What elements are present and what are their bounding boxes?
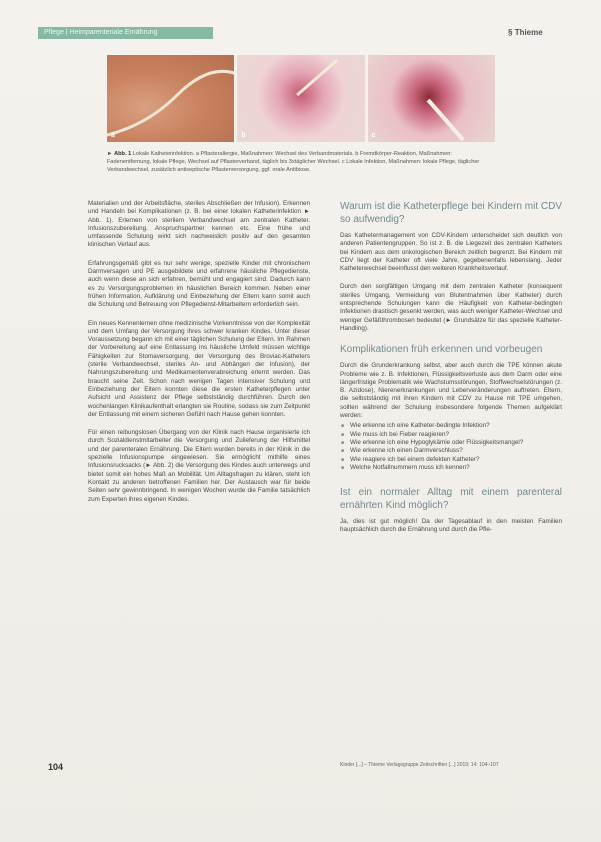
publisher-brand: [508, 28, 543, 37]
photo-c: [368, 55, 495, 142]
section-heading: Ist ein normaler Alltag mit einem parenteral ernährten Kind möglich?: [340, 487, 562, 512]
figure-photos: [107, 55, 495, 142]
caption-text: Lokale Katheterinfektion. a Pflasterallergie, Maßnahmen: Wechsel des Verbandmaterials. b Fremdkörper-Reaktion, Maßnahmen: Fadenentfernung, lokale Pflege, Wechsel auf Pflasterverband, täglich bis 3xtäglicher Wechsel. c Lokale Infektion, Maßnahmen: lokale Pflege, täglicher Verbandwechsel, zusätzlich antiseptische Pflasterversorgung, ggf. orale Antibiose.: [107, 151, 480, 173]
list-item: ■ Wie erkenne ich eine Katheter-bedingte Infektion?: [350, 422, 562, 430]
paragraph: Für einen reibungslosen Übergang von der Klinik nach Hause organisierte ich durch Sozialdienstmitarbeiter die Versorgung und Zulieferung der Hilfsmittel und der parenteralen Ernährung. Die Eltern wurden bereits in der Klinik in die spezielle Infusionspumpe eingewiesen. Sie ermöglicht mithilfe eines Infusionsrucksacks (► Abb. 2) die Versorgung des Kindes auch unterwegs und bietet somit ein hohes Maß an Mobilität. Um Alltagsfragen zu klären, steht ich Kontakt zu anderen betroffenen Familien her. Der Austausch war für beide Seiten sehr gewinnbringend. In wenigen Wochen wurde die Familie tatsächlich zum Experten ihres eigenen Kindes.: [88, 429, 310, 503]
photo-b: [237, 55, 364, 142]
section-heading: Komplikationen früh erkennen und vorbeugen: [340, 344, 543, 356]
photo-label: c: [371, 132, 376, 139]
photo-label: b: [241, 132, 246, 139]
list-item: ■ Wie erkenne ich einen Darmverschluss?: [350, 447, 562, 455]
list-item: ■ Wie reagiere ich bei einem defekten Katheter?: [350, 456, 562, 464]
section-header-band: Pflege | Heimparenteriale Ernährung: [38, 27, 213, 39]
thieme-logo-icon: §: [508, 28, 513, 37]
list-item: ■ Wie erkenne ich eine Hypoglykämie oder Flüssigkeitsmangel?: [350, 439, 562, 447]
paragraph: Ein neues Kennenlernen ohne medizinische Vorkenntnisse von der Komplexität und dem Umfang der Versorgung ihres schwer kranken Kindes. Unter dieser Voraussetzung begann ich mit einer täglichen Schulung der Eltern. Im Rahmen der Vorbereitung auf eine Entlassung ins häusliche Umfeld müssen wichtige Fähigkeiten zur Stomaversorgung, der Versorgung des Broviac-Katheters (sterile Verbandwechsel, steriles An- und Abhängen der Infusion), der Nahrungszubereitung und Medikamentenverabreichung erlernt werden. Das braucht seine Zeit. Schon nach wenigen Tagen intensiver Schulung und Einbeziehung der Eltern konnten diese die ersten Katheterpflegen unter Aufsicht und Assistenz der Pflege selbstständig durchführen. Durch den wochenlangen Klinikaufenthalt erlangten sie Routine, sodass sie zum Zeitpunkt der Entlassung mit einem sicheren Gefühl nach Hause gehen konnten.: [88, 319, 310, 418]
paragraph: Das Kathetermanagement von CDV-Kindern unterscheidet sich deutlich von anderen Patientengruppen. So ist z. B. die Liegezeit des zentralen Katheters bei Kindern aus dem onkologischen Bereich zeitlich begrenzt. Bei Kindern mit CDV liegt der Katheter oft viele Jahre, gegebenenfalls lebenslang. Jeder Katheterwechsel beeinflusst den weiteren Krankheitsverlauf.: [340, 232, 562, 273]
list-item: ■ Welche Notfallnummern muss ich kennen?: [350, 464, 562, 472]
list-item: ■ Wie muss ich bei Fieber reagieren?: [350, 431, 562, 439]
photo-label: a: [111, 132, 115, 139]
paragraph: Durch den sorgfältigen Umgang mit dem zentralen Katheter (konsequent steriles Umgang, Vermeidung von Blutentnahmen über Katheter) durch entsprechende Schulungen kann die Häufigkeit von Katheter-bedingten Infektionen drastisch gesenkt werden, was auch weniger Katheter-Wechsel und weniger Gefäßthrombosen bedeutet (► Grundsätze für das spezielle Katheter-Handling).: [340, 283, 562, 332]
paragraph: Materialien und der Arbeitsfläche, steriles Abschließen der Infusion). Erkennen und Handeln bei Komplikationen (z. B. bei einer lokalen Katheterinfektion ► Abb. 1). Erlernen von sterilem Verbandwechsel am zentralen Katheter. Infusionszubereitung. Anspruchspartner kennen etc. Eine frühe und umfassende Schulung wirkt sich nachweislich positiv auf den gesamten klinischen Verlauf aus.: [88, 200, 310, 249]
publisher-name: Thieme: [514, 28, 543, 37]
caption-label: Abb. 1: [114, 151, 132, 157]
paragraph: Ja, dies ist gut möglich! Da der Tagesablauf in den meisten Familien hauptsächlich durch die Ernährung und durch die Pfle-: [340, 518, 562, 534]
paragraph: Durch die Grunderkrankung selbst, aber auch durch die TPE können akute Probleme wie z. B. Infektionen, Flüssigkeitsverluste aus dem Darm oder eine längerfristige Problematik wie Wachstumsstörungen, Stoffwechselstörungen (z. B. Azidose), Nierenerkrankungen und Leberveränderungen auftreten. Eltern, die selbstständig mit ihren Kindern mit CDV zu Hause mit TPE umgehen, sollten während der Schulung insbesondere folgende Themen aufgeklärt werden:: [340, 362, 562, 420]
left-column: [88, 200, 310, 514]
photo-a: [107, 55, 234, 142]
section-heading: Warum ist die Katheterpflege bei Kindern mit CDV so aufwendig?: [340, 201, 562, 225]
paragraph: Erfahrungsgemäß gibt es nur sehr wenige, spezielle Kinder mit chronischem Darmversagen und PE ausgebildete und erfahrene häusliche Pflegedienste, auch wenn diese an sich erfahren, bemüht und engagiert sind. Dadurch kann es zu Versorgungsproblemen im häuslichen Bereich kommen. Neben einer frühen Information, Aufklärung und Einbeziehung der Eltern kann somit auch die Schulung und Betreuung von Pflegedienst-Mitarbeitern erforderlich sein.: [88, 259, 310, 309]
footer-citation: Kinder [...] – Thieme Verlagsgruppe Zeitschriften [...] 2019; 14: 104–107: [340, 762, 499, 768]
figure-caption: ► Abb. 1 Lokale Katheterinfektion. a Pflasterallergie, Maßnahmen: Wechsel des Verbandmaterials. b Fremdkörper-Reaktion, Maßnahmen: Fadenentfernung, lokale Pflege, Wechsel auf Pflasterverband, täglich bis 3xtäglicher Wechsel. c Lokale Infektion, Maßnahmen: lokale Pflege, täglicher Verbandwechsel, zusätzlich antiseptische Pflasterversorgung, ggf. orale Antibiose.: [107, 151, 480, 173]
bullet-list: [340, 422, 562, 472]
page-number: 104: [48, 762, 64, 772]
right-column: [340, 200, 562, 545]
